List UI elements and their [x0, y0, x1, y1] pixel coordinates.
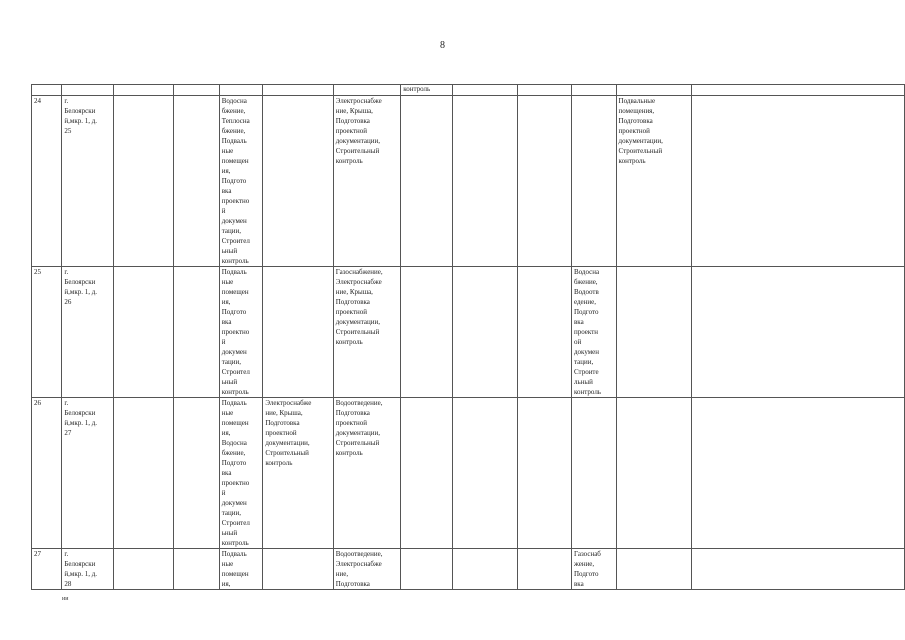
- table-cell: [174, 85, 220, 96]
- table-cell: Газоснаб жение, Подгото вка: [571, 549, 616, 590]
- table-cell: [263, 85, 333, 96]
- table-row-continuation: [32, 85, 905, 96]
- table-cell: [263, 267, 333, 398]
- table-cell: [174, 267, 220, 398]
- table-cell: Водосна бжение, Водоотв едение, Подгото вка проектн ой докумен тации, Строите льный контроль: [571, 267, 616, 398]
- table-cell: Водоотведение, Электроснабже ние, Подготовка: [333, 549, 400, 590]
- table-cell: [174, 398, 220, 549]
- table-cell: [616, 267, 691, 398]
- table-cell: [401, 398, 452, 549]
- table-row: [32, 267, 905, 398]
- table-row: [32, 398, 905, 549]
- table-cell: [401, 549, 452, 590]
- table-cell: [517, 85, 571, 96]
- table-cell: Электроснабже ние, Крыша, Подготовка проектной документации, Строительный контроль: [333, 96, 400, 267]
- table-cell: [452, 398, 517, 549]
- table-cell: Подваль ные помещен ия, Подгото вка проектно й докумен тации, Строител ьный контроль: [219, 267, 263, 398]
- address-cell: г. Белоярски й,мкр. 1, д. 25: [62, 96, 113, 267]
- table-cell: [691, 398, 904, 549]
- table-cell: [113, 267, 173, 398]
- table-cell: [517, 96, 571, 267]
- table-cell: [517, 549, 571, 590]
- table-cell: [401, 96, 452, 267]
- table-cell: Подваль ные помещен ия, Водосна бжение, Подгото вка проектно й докумен тации, Строител ьный контроль: [219, 398, 263, 549]
- row-number-cell: 25: [32, 267, 62, 398]
- table-cell: [452, 96, 517, 267]
- row-number-cell: 24: [32, 96, 62, 267]
- table-cell: [616, 398, 691, 549]
- address-cell: г. Белоярски й,мкр. 1, д. 27: [62, 398, 113, 549]
- repair-schedule-table: [31, 84, 905, 590]
- table-cell: [616, 549, 691, 590]
- table-cell: Водосна бжение, Теплосна бжение, Подваль ные помещен ия, Подгото вка проектно й докумен тации, Строител ьный контроль: [219, 96, 263, 267]
- address-cell: г. Белоярски й,мкр. 1, д. 28: [62, 549, 113, 590]
- table-cell: [452, 267, 517, 398]
- table-cell: [113, 85, 173, 96]
- page-number: 8: [440, 40, 445, 51]
- table-cell: [174, 96, 220, 267]
- table-cell: [571, 96, 616, 267]
- table-row: [32, 96, 905, 267]
- table-cell: Подвальные помещения, Подготовка проектной документации, Строительный контроль: [616, 96, 691, 267]
- table-cell: [517, 398, 571, 549]
- table-cell: [32, 85, 62, 96]
- table-row: [32, 549, 905, 590]
- table-cell: [691, 85, 904, 96]
- table-cell: [333, 85, 400, 96]
- table-cell: [452, 549, 517, 590]
- row-number-cell: 27: [32, 549, 62, 590]
- table-cell: [571, 398, 616, 549]
- table-cell: [113, 549, 173, 590]
- table-cell: [62, 85, 113, 96]
- address-cell: г. Белоярски й,мкр. 1, д. 26: [62, 267, 113, 398]
- table-cell: [691, 96, 904, 267]
- table-cell: [691, 549, 904, 590]
- table-cell: [691, 267, 904, 398]
- table-cell: Водоотведение, Подготовка проектной документации, Строительный контроль: [333, 398, 400, 549]
- table-cell: [517, 267, 571, 398]
- table-cell: [174, 549, 220, 590]
- table-cell: [219, 85, 263, 96]
- table-cell: Электроснабже ние, Крыша, Подготовка проектной документации, Строительный контроль: [263, 398, 333, 549]
- table-cell: Газоснабжение, Электроснабже ние, Крыша, Подготовка проектной документации, Строительный контроль: [333, 267, 400, 398]
- table-cell: [401, 267, 452, 398]
- table-cell: Подваль ные помещен ия,: [219, 549, 263, 590]
- footer-text: ии: [62, 596, 69, 602]
- table-cell: [452, 85, 517, 96]
- table-cell: [263, 549, 333, 590]
- table-cell: [571, 85, 616, 96]
- table-cell: [113, 398, 173, 549]
- table-cell: [263, 96, 333, 267]
- table-cell: контроль: [401, 85, 452, 96]
- table-cell: [616, 85, 691, 96]
- row-number-cell: 26: [32, 398, 62, 549]
- table-cell: [113, 96, 173, 267]
